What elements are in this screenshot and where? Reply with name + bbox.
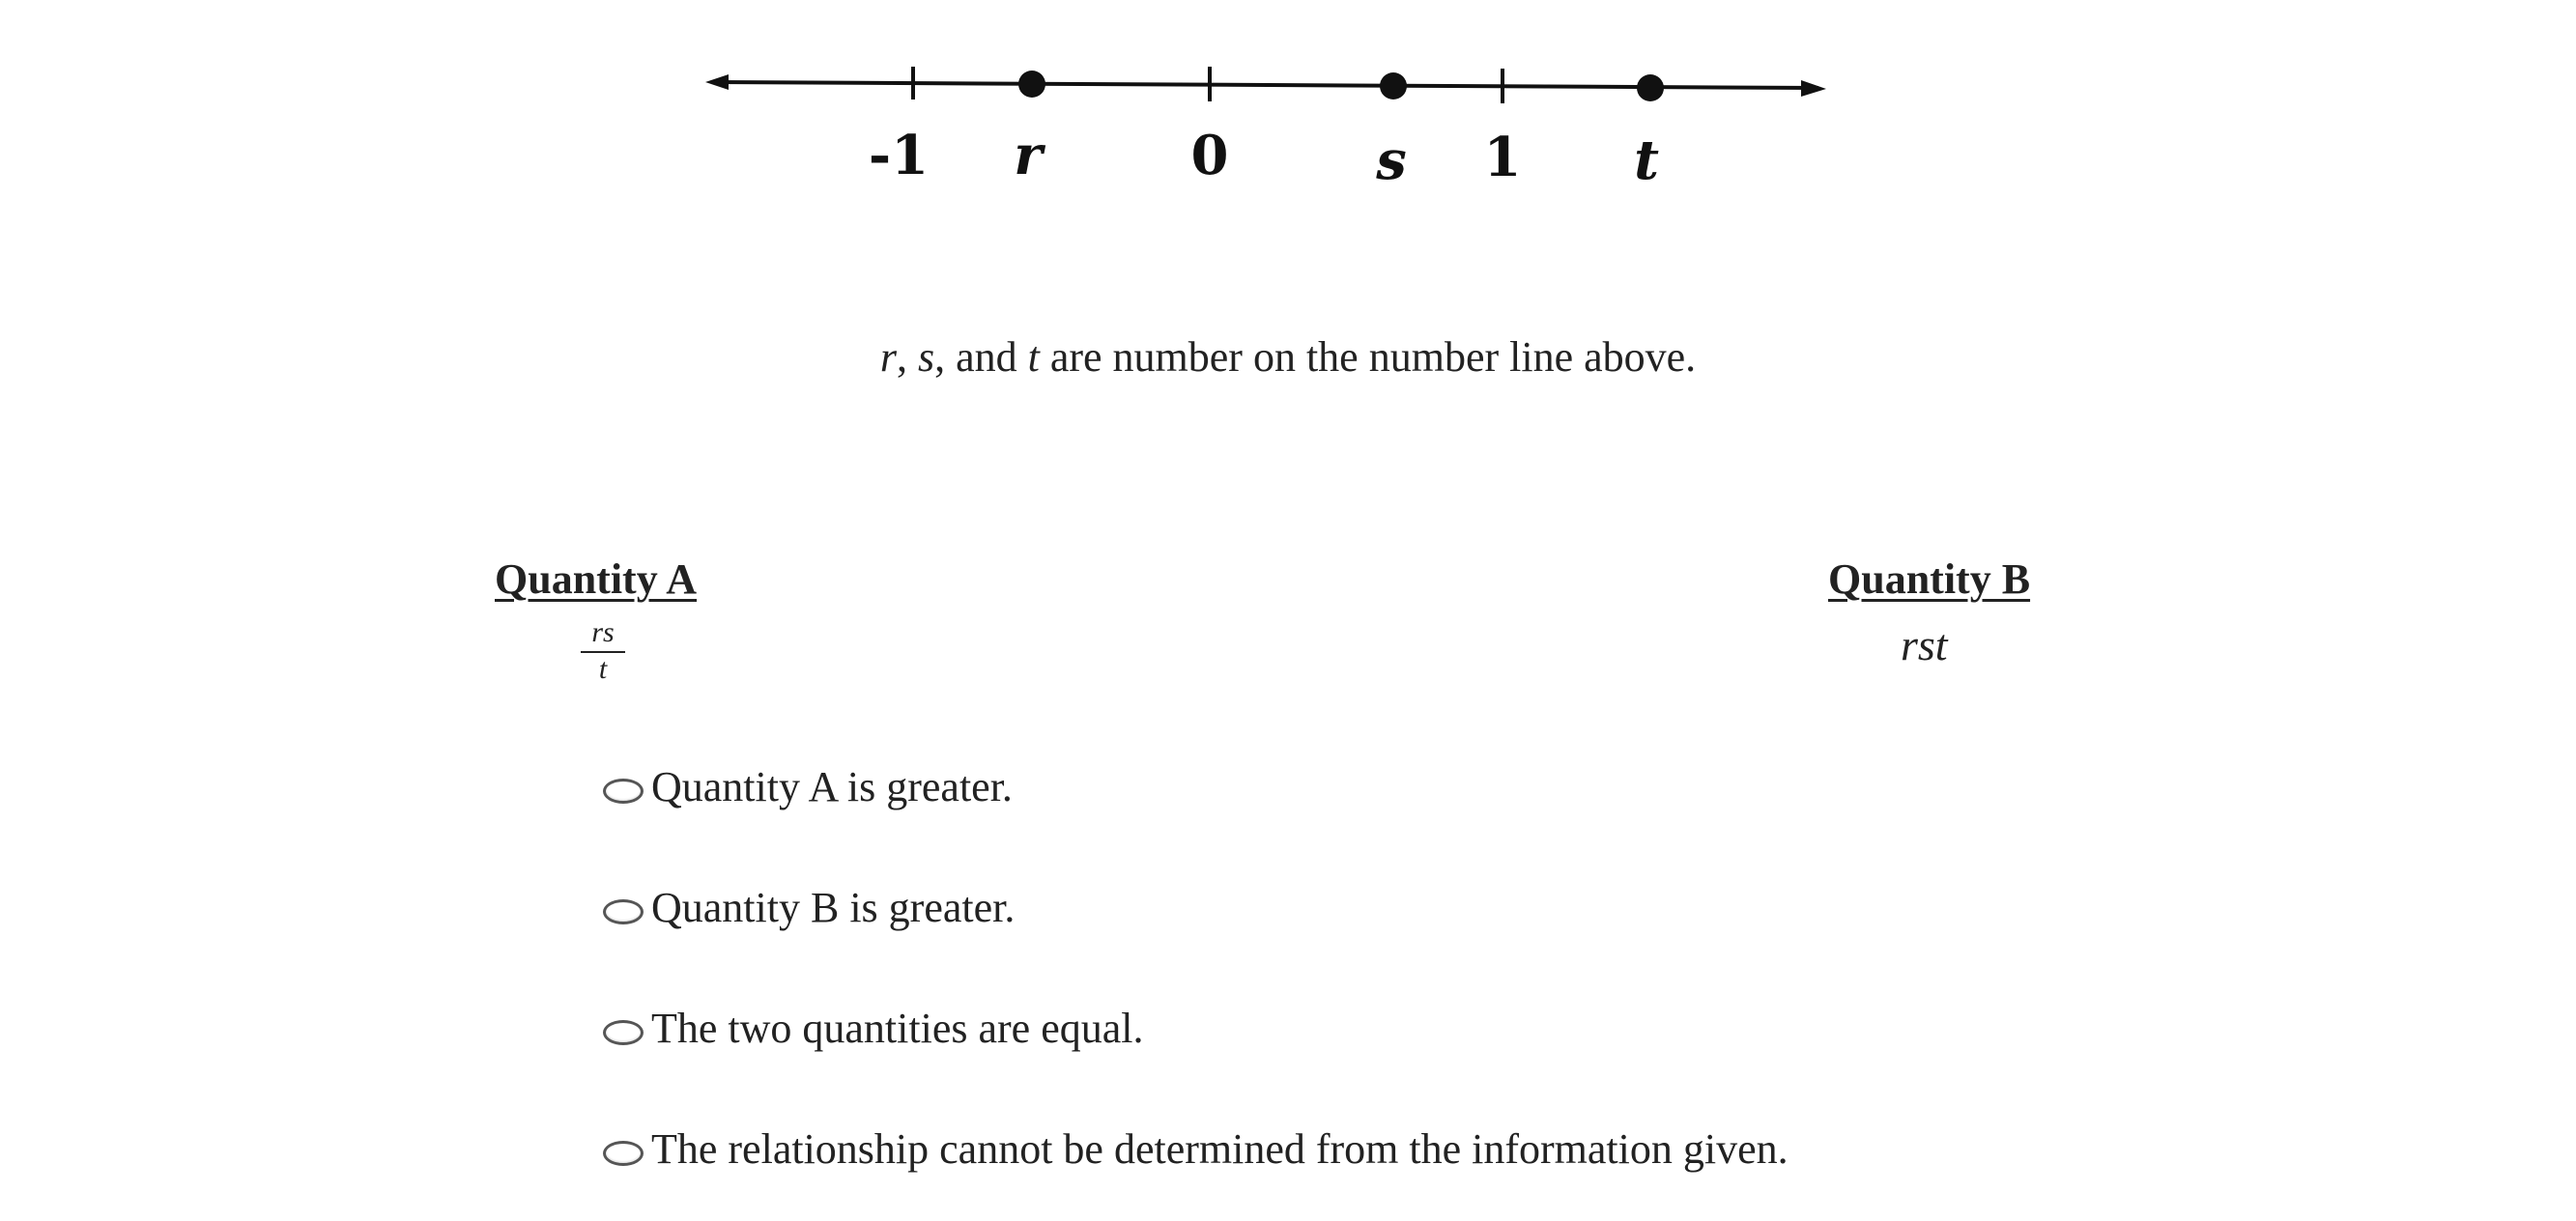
- point-label-s: s: [1376, 128, 1407, 192]
- stem-var-t: t: [1027, 333, 1040, 381]
- tick-label-1: 1: [1483, 126, 1522, 189]
- stem-text: are number on the number line above.: [1039, 333, 1697, 381]
- stem-separator: , and: [934, 333, 1028, 381]
- point-label-r: r: [1014, 124, 1043, 187]
- stem-separator: ,: [896, 333, 918, 381]
- answer-option-cannot-determine[interactable]: [603, 1121, 1789, 1178]
- answer-option-label: Quantity B is greater.: [651, 884, 1016, 931]
- radio-button[interactable]: [603, 779, 644, 804]
- answer-option-b-greater[interactable]: [603, 879, 1015, 937]
- tick-label-neg1: -1: [868, 124, 930, 187]
- stem-var-s: s: [917, 333, 935, 381]
- quantity-b-value: rst: [1901, 620, 1948, 669]
- number-line-figure: [705, 53, 1826, 198]
- radio-button[interactable]: [603, 1020, 644, 1045]
- answer-option-a-greater[interactable]: [603, 758, 1013, 816]
- point-r: [1018, 71, 1045, 98]
- quantity-b-heading: Quantity B: [1828, 555, 2031, 603]
- number-line: [705, 53, 1826, 198]
- radio-button[interactable]: [603, 1141, 644, 1166]
- stem-var-r: r: [879, 333, 897, 381]
- quantity-a-denominator: t: [598, 653, 608, 685]
- left-arrow-icon: [705, 74, 729, 90]
- right-arrow-icon: [1801, 80, 1826, 97]
- tick-label-0: 0: [1190, 124, 1229, 187]
- answer-option-label: The two quantities are equal.: [651, 1005, 1144, 1052]
- answer-option-label: Quantity A is greater.: [651, 763, 1013, 810]
- quantity-a-numerator: rs: [591, 616, 615, 648]
- quantity-a-heading: Quantity A: [495, 555, 698, 603]
- answer-option-label: The relationship cannot be determined from the information given.: [651, 1125, 1789, 1173]
- point-s: [1380, 72, 1407, 99]
- quantity-a-fraction: [577, 616, 629, 686]
- radio-button[interactable]: [603, 899, 644, 924]
- question-stem: [0, 328, 2576, 386]
- answer-option-equal[interactable]: [603, 1000, 1143, 1058]
- point-t: [1637, 74, 1664, 101]
- point-label-t: t: [1634, 128, 1659, 192]
